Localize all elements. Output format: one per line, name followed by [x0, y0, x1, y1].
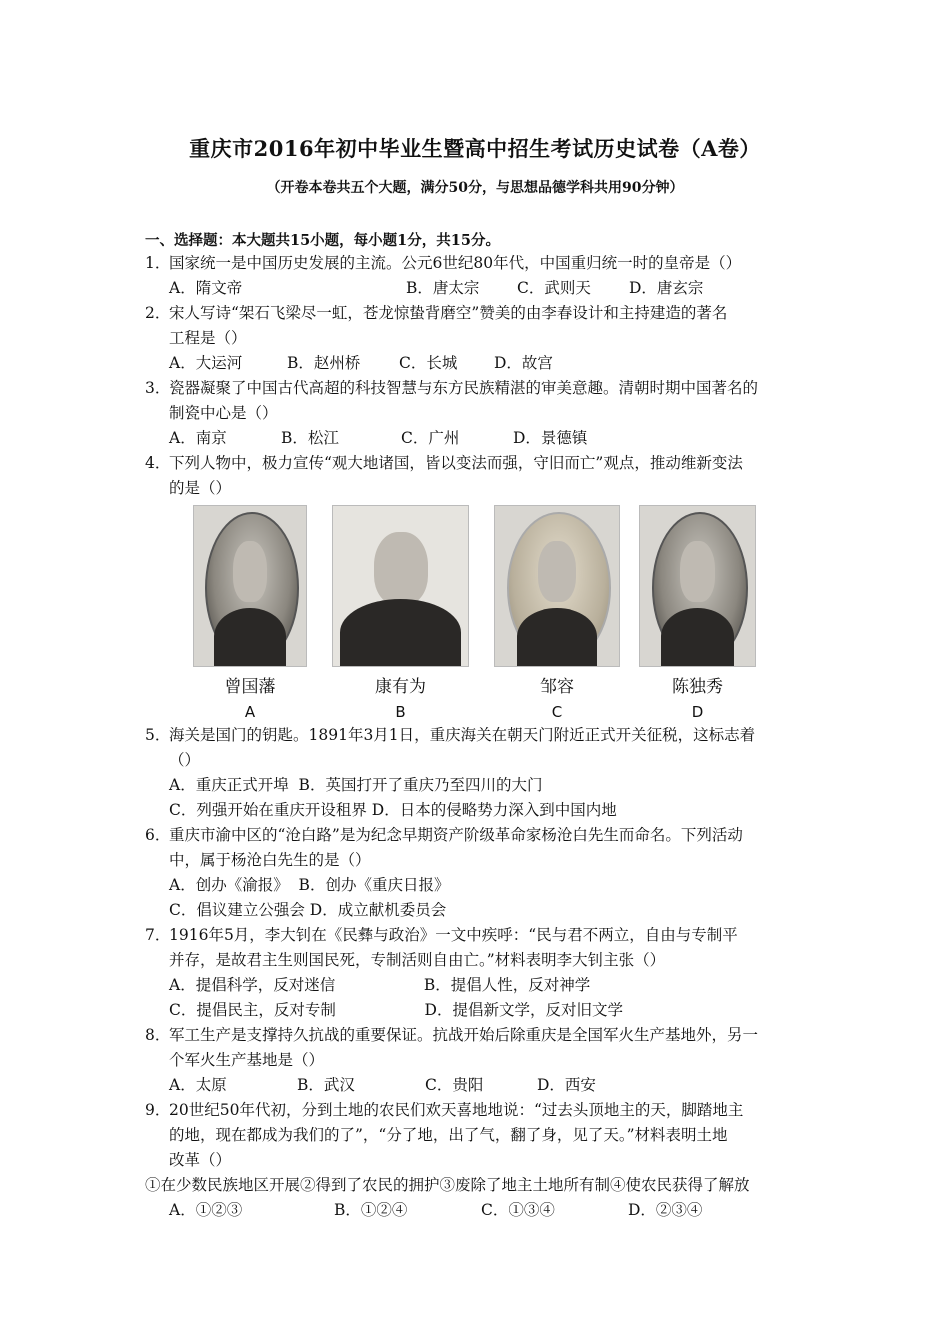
option-d: D．故宫 [494, 354, 553, 372]
portrait-name: 曾国藩 [224, 677, 276, 697]
question-1 [145, 251, 810, 301]
option-d: D．西安 [537, 1076, 596, 1094]
question-text: 20世纪50年代初，分到土地的农民们欢天喜地地说：“过去头顶地主的天，脚踏地主 [169, 1101, 744, 1119]
question-5 [145, 723, 810, 823]
portrait-name: 邹容 [540, 677, 574, 697]
question-text: 宋人写诗“架石飞梁尽一虹，苍龙惊蛰背磨空”赞美的由李春设计和主持建造的著名 [169, 304, 728, 322]
portrait-d [639, 505, 756, 721]
question-list [145, 251, 810, 1223]
portrait-letter: B [395, 703, 406, 721]
question-6 [145, 823, 810, 923]
question-number: 7． [145, 926, 171, 944]
option-c: C．贵阳 [425, 1076, 484, 1094]
option-c: C．广州 [401, 429, 460, 447]
options-row-2: C．提倡民主，反对专制 D．提倡新文学，反对旧文学 [169, 1001, 623, 1019]
question-text-cont: 改革（） [169, 1151, 232, 1169]
question-text: 1916年5月，李大钊在《民彝与政治》一文中疾呼：“民与君不两立，自由与专制平 [169, 926, 738, 944]
options-row-2: C．列强开始在重庆开设租界 D．日本的侵略势力深入到中国内地 [169, 801, 617, 819]
portrait-photo [332, 505, 469, 667]
options [145, 1198, 810, 1223]
options [145, 351, 810, 376]
option-a: A．南京 [169, 429, 227, 447]
question-text: 军工生产是支撑持久抗战的重要保证。抗战开始后除重庆是全国军火生产基地外，另一 [169, 1026, 759, 1044]
portrait-photo [639, 505, 756, 667]
question-text-cont: 工程是（） [169, 329, 247, 347]
portrait-row [193, 505, 810, 723]
question-number: 1． [145, 254, 171, 272]
question-2 [145, 301, 810, 376]
portrait-letter: A [244, 703, 256, 721]
question-4 [145, 451, 810, 723]
question-number: 9． [145, 1101, 171, 1119]
options [145, 276, 810, 301]
question-number: 3． [145, 379, 171, 397]
question-text-cont: 的是（） [169, 479, 232, 497]
portrait-a [193, 505, 307, 721]
question-text-cont: 制瓷中心是（） [169, 404, 278, 422]
options-row-1: A．创办《渝报》 B．创办《重庆日报》 [169, 876, 450, 894]
question-text-cont: 中，属于杨沧白先生的是（） [169, 851, 371, 869]
question-number: 4． [145, 454, 171, 472]
question-8 [145, 1023, 810, 1098]
question-text: 国家统一是中国历史发展的主流。公元6世纪80年代，中国重归统一时的皇帝是（） [169, 254, 742, 272]
question-text-cont: （） [169, 751, 201, 769]
option-b: B．赵州桥 [287, 354, 361, 372]
option-d: D．唐玄宗 [629, 279, 704, 297]
option-a: A．太原 [169, 1076, 227, 1094]
option-b: B．松江 [281, 429, 339, 447]
question-number: 5． [145, 726, 171, 744]
exam-subtitle: （开卷本卷共五个大题，满分50分，与思想品德学科共用90分钟） [266, 180, 684, 196]
question-3 [145, 376, 810, 451]
question-text-cont: 的地，现在都成为我们的了”，“分了地，出了气，翻了身，见了天。”材料表明土地 [169, 1126, 728, 1144]
exam-title: 重庆市2016年初中毕业生暨高中招生考试历史试卷（A卷） [189, 136, 761, 161]
portrait-photo [494, 505, 620, 667]
option-b: B．武汉 [297, 1076, 355, 1094]
question-number: 2． [145, 304, 171, 322]
question-9 [145, 1098, 810, 1223]
option-c: C．武则天 [517, 279, 591, 297]
option-d: D．②③④ [628, 1201, 703, 1219]
option-d: D．景德镇 [513, 429, 588, 447]
question-text: 下列人物中，极力宣传“观大地诸国，皆以变法而强，守旧而亡”观点，推动维新变法 [169, 454, 743, 472]
question-number: 8． [145, 1026, 171, 1044]
statement-list: ①在少数民族地区开展②得到了农民的拥护③废除了地主土地所有制④使农民获得了解放 [145, 1176, 750, 1194]
portrait-name: 康有为 [375, 677, 426, 697]
option-a: A．①②③ [169, 1201, 243, 1219]
options [145, 426, 810, 451]
options-row-1: A．提倡科学，反对迷信 B．提倡人性，反对神学 [169, 976, 591, 994]
portrait-photo [193, 505, 307, 667]
portrait-letter: C [551, 703, 563, 721]
question-text: 重庆市渝中区的“沧白路”是为纪念早期资产阶级革命家杨沧白先生而命名。下列活动 [169, 826, 743, 844]
option-c: C．长城 [399, 354, 458, 372]
option-c: C．①③④ [481, 1201, 555, 1219]
options [145, 1073, 810, 1098]
question-number: 6． [145, 826, 171, 844]
question-text-cont: 并存，是故君主生则国民死，专制活则自由亡。”材料表明李大钊主张（） [169, 951, 666, 969]
option-b: B．唐太宗 [406, 279, 480, 297]
options-row-2: C．倡议建立公强会 D．成立献机委员会 [169, 901, 447, 919]
question-text: 瓷器凝聚了中国古代高超的科技智慧与东方民族精湛的审美意趣。清朝时期中国著名的 [169, 379, 759, 397]
portrait-letter: D [691, 703, 704, 721]
question-text-cont: 个军火生产基地是（） [169, 1051, 325, 1069]
portrait-b [332, 505, 469, 721]
portrait-c [494, 505, 620, 721]
question-7 [145, 923, 810, 1023]
option-a: A．大运河 [169, 354, 243, 372]
section-heading: 一、选择题：本大题共15小题，每小题1分，共15分。 [145, 232, 500, 249]
option-b: B．①②④ [334, 1201, 408, 1219]
option-a: A．隋文帝 [169, 279, 243, 297]
question-text: 海关是国门的钥匙。1891年3月1日，重庆海关在朝天门附近正式开关征税，这标志着 [169, 726, 756, 744]
options-row-1: A．重庆正式开埠 B．英国打开了重庆乃至四川的大门 [169, 776, 543, 794]
portrait-name: 陈独秀 [672, 677, 723, 697]
